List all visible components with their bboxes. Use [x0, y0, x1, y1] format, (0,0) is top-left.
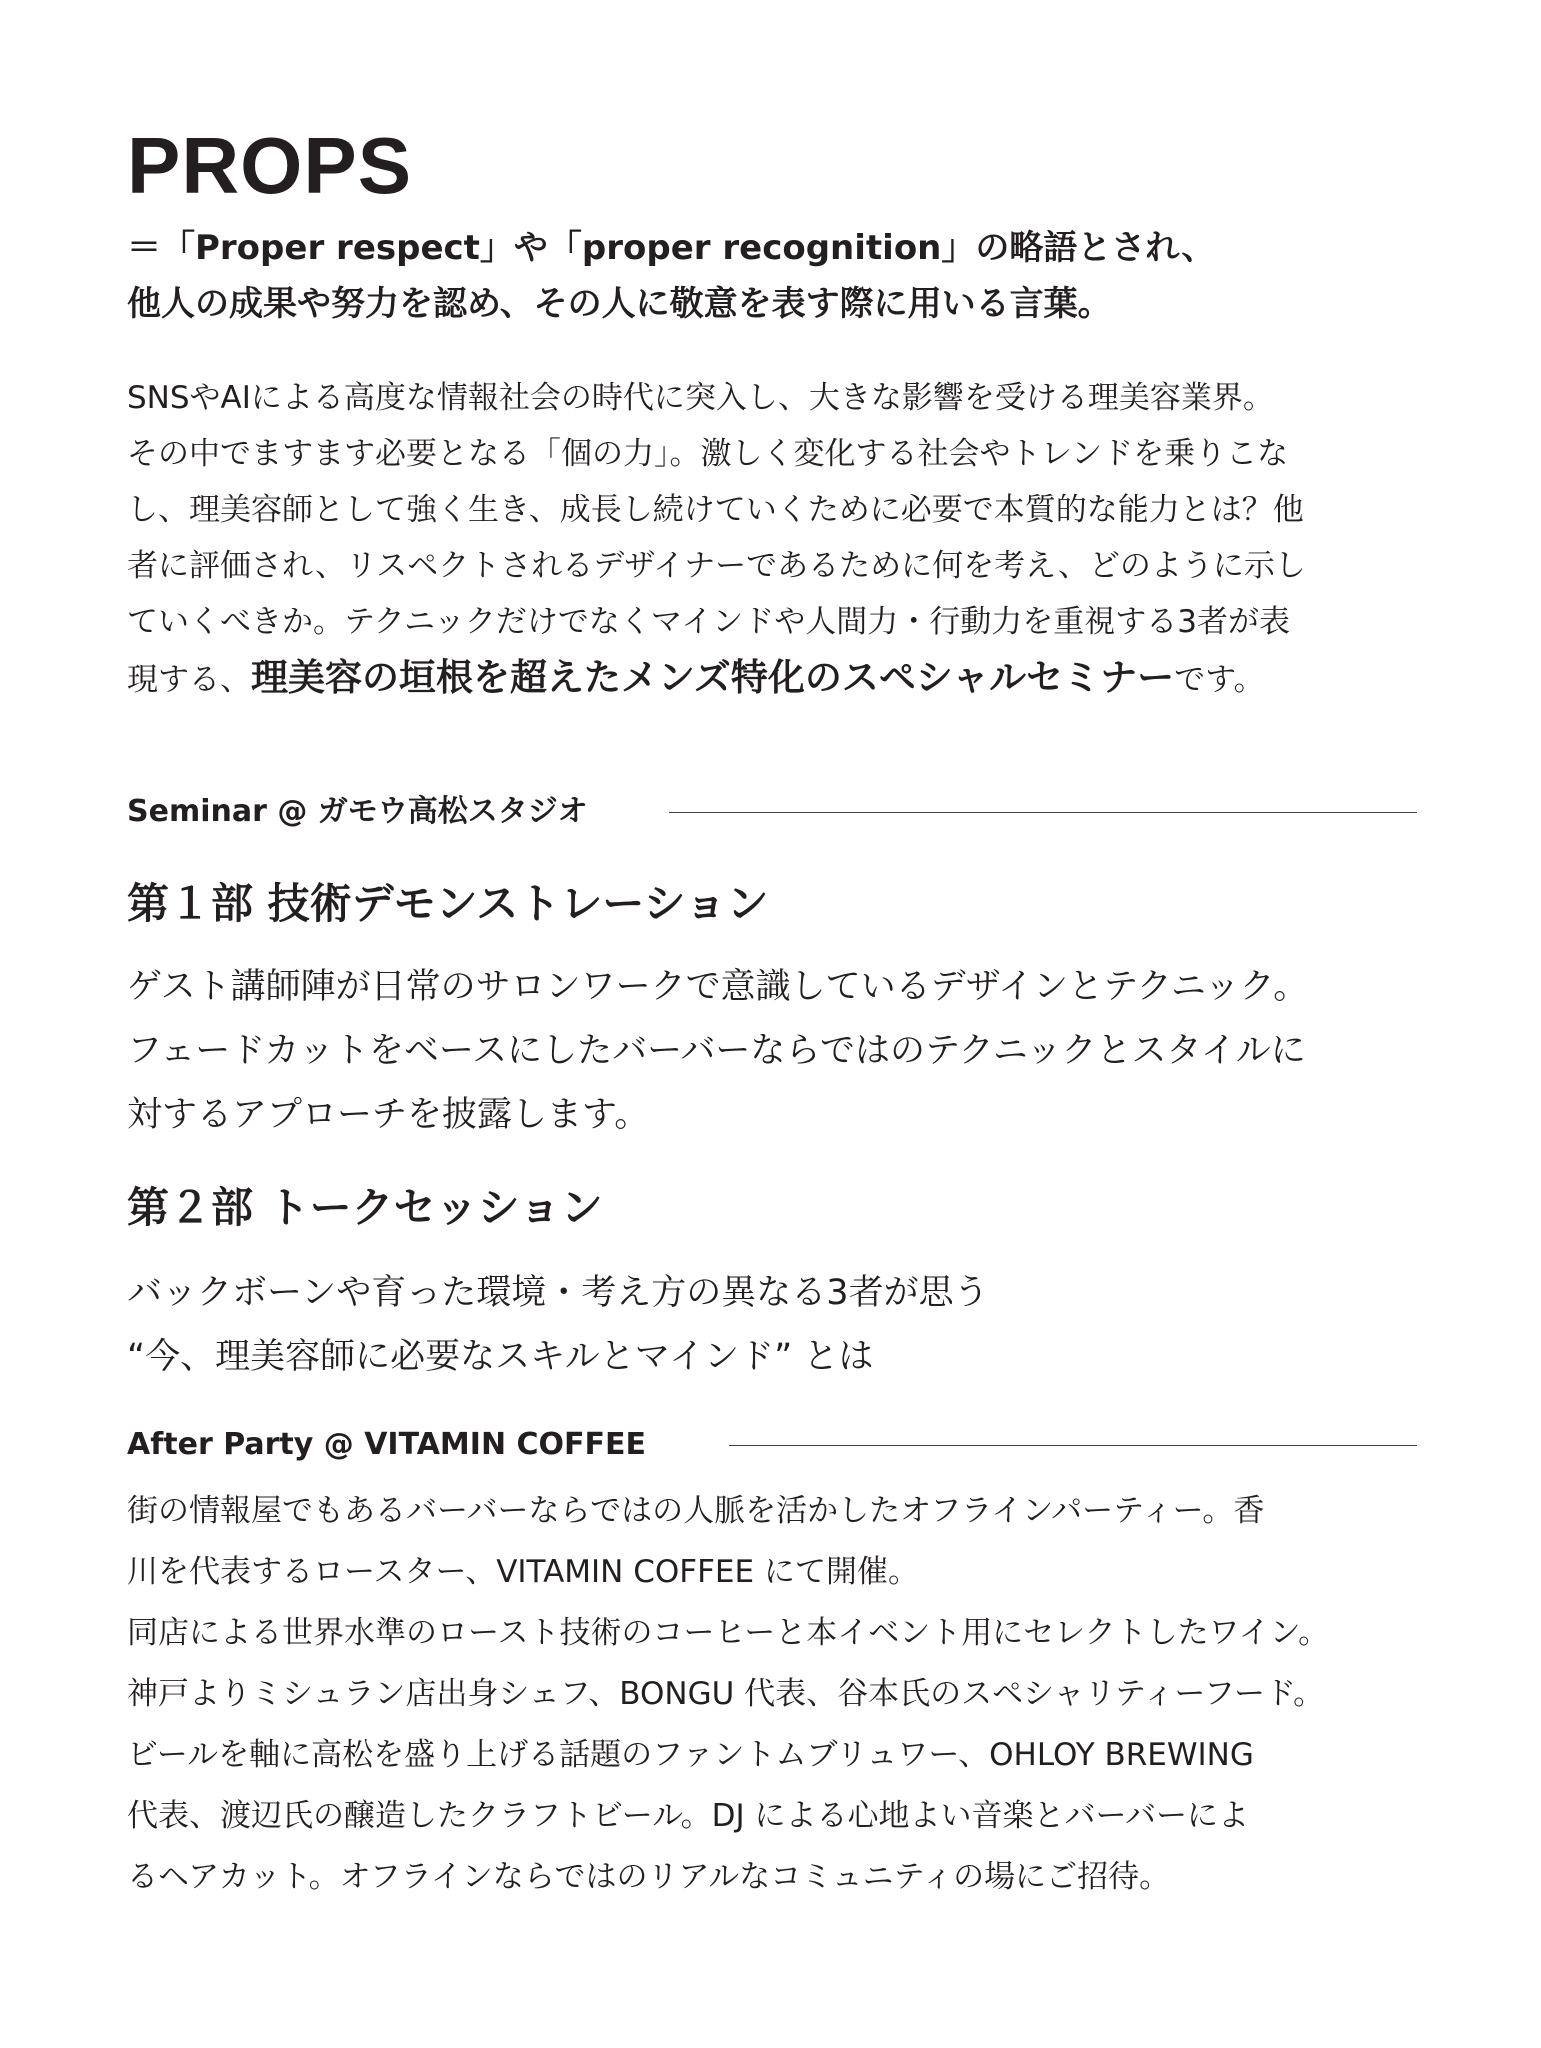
seminar-section-header	[127, 790, 1417, 834]
part1-description	[127, 955, 1308, 1147]
intro-last-post: です。	[1174, 662, 1265, 698]
part1-line: フェードカットをベースにしたバーバーならではのテクニックとスタイルに	[127, 1031, 1306, 1071]
lead-line: ＝「Proper respect」や「proper recognition」の略語とされ、	[127, 228, 1216, 268]
intro-emphasis: 理美容の垣根を超えたメンズ特化のスペシャルセミナー	[251, 656, 1175, 699]
part1-title: 第１部 技術デモンストレーション	[127, 879, 769, 928]
after-party-line: 同店による世界水準のロースト技術のコーヒーと本イベント用にセレクトしたワイン。	[127, 1615, 1330, 1651]
intro-last-line	[127, 650, 1417, 708]
part2-title: 第２部 トークセッション	[127, 1183, 603, 1232]
part1-line: 対するアプローチを披露します。	[127, 1095, 650, 1135]
after-party-heading: After Party @ VITAMIN COFFEE	[127, 1427, 646, 1462]
seminar-divider	[669, 812, 1417, 813]
after-party-line: 川を代表するロースター、VITAMIN COFFEE にて開催。	[127, 1554, 919, 1590]
intro-line: 者に評価され、リスペクトされるデザイナーであるために何を考え、どのように示し	[127, 548, 1306, 584]
after-party-line: 代表、渡辺氏の醸造したクラフトビール。DJ による心地よい音楽とバーバーによ	[127, 1798, 1249, 1834]
intro-line: その中でますます必要となる「個の力」。激しく変化する社会やトレンドを乗りこな	[127, 436, 1289, 472]
page-title: PROPS	[127, 121, 413, 210]
after-party-line: るヘアカット。オフラインならではのリアルなコミュニティの場にご招待。	[127, 1859, 1171, 1895]
after-party-description	[127, 1481, 1329, 1908]
after-party-line: 神戸よりミシュラン店出身シェフ、BONGU 代表、谷本氏のスペシャリティーフード。	[127, 1676, 1325, 1712]
part2-line: バックボーンや育った環境・考え方の異なる3者が思う	[127, 1273, 989, 1313]
intro-paragraph	[127, 370, 1417, 708]
after-party-section-header	[127, 1423, 1417, 1467]
seminar-heading: Seminar @ ガモウ高松スタジオ	[127, 794, 588, 829]
after-party-line: ビールを軸に高松を盛り上げる話題のファントムブリュワー、OHLOY BREWING	[127, 1737, 1254, 1773]
intro-line: し、理美容師として強く生き、成長し続けていくために必要で本質的な能力とは？他	[127, 492, 1304, 528]
definition-lead	[127, 220, 1215, 332]
intro-line: SNSやAIによる高度な情報社会の時代に突入し、大きな影響を受ける理美容業界。	[127, 380, 1274, 416]
lead-line: 他人の成果や努力を認め、その人に敬意を表す際に用いる言葉。	[127, 284, 1112, 324]
after-party-divider	[729, 1445, 1417, 1446]
after-party-line: 街の情報屋でもあるバーバーならではの人脈を活かしたオフラインパーティー。香	[127, 1493, 1265, 1529]
part2-line: “今、理美容師に必要なスキルとマインド” とは	[127, 1337, 874, 1377]
part2-description	[127, 1261, 989, 1389]
part1-line: ゲスト講師陣が日常のサロンワークで意識しているデザインとテクニック。	[127, 967, 1309, 1007]
intro-last-pre: 現する、	[127, 662, 251, 698]
intro-line: ていくべきか。テクニックだけでなくマインドや人間力・行動力を重視する3者が表	[127, 604, 1290, 640]
